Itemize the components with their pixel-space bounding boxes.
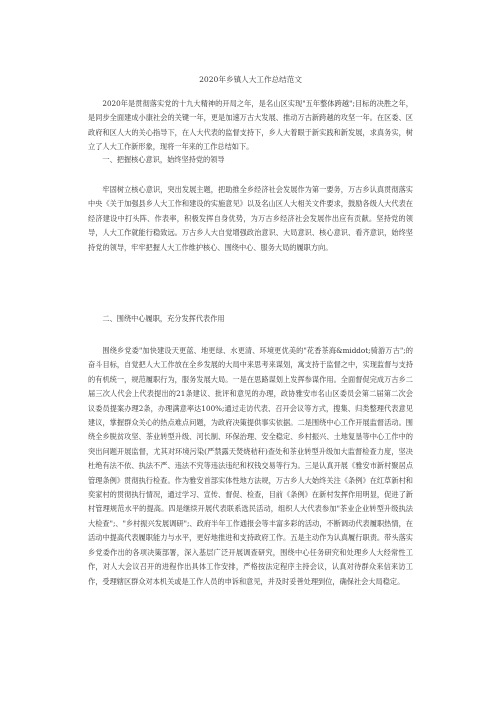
- section-heading-2: 二、围绕中心履职，充分发挥代表作用: [102, 314, 225, 323]
- section-body-2: 围绕乡党委"加快建设天更蓝、地更绿、水更清、环境更优美的"花香茶海&middot;骑游万古";的奋斗目标，自觉把人大工作放在全乡发展的大局中来思考来谋划，寓支持于监督之中，实现监督与支持的有机统一，规范履职行为，服务发展大局。一是在思路谋划上发挥参谋作用。全面督促完成万古乡二届三次人代会上代表提出的21条建议、批评和意见的办理，政协雅安市名山区委员会第二届第二次会议委员提案办理2条，办理满意率达100%;通过走访代表、召开会议等方式，搜集、归类整理代表意见建议，掌握群众关心的热点难点问题，为政府决策提供事实依据。二是围绕中心工作开展监督活动。围绕全乡脱贫攻坚、茶业转型升级、河长制、环保治理、安全稳定、乡村振兴、土地复垦等中心工作中的突出问题开展监督，尤其对环境污染(严禁露天焚烧秸秆)查处和茶业转型升级加大监督检查力度，坚决杜绝有法不依、执法不严、违法不究等违法违纪和权钱交易等行为。三是认真开展《雅安市新村聚居点管理条例》贯彻执行检查。作为雅安首部实体性地方法规，万古乡人大始终关注《条例》在红草新村和奕家村的贯彻执行情况，通过学习、宣传、督促、检查，目前《条例》在新村发挥作用明显，促进了新村管理规范水平的提高。四是继续开展代表联系选民活动，组织人大代表参加"茶业企业转型升级执法大检查";、"乡村振兴发展调研";、政府半年工作通报会等丰富多彩的活动，不断调动代表履职热情，在活动中提高代表履职能力与水平，更好地推进和支持政府工作。五是主动作为认真履行职责。带头落实乡党委作出的各项决策部署，深入基层广泛开展调查研究，围绕中心任务研究和处理乡人大经常性工作，对人大会议召开的进程作出具体工作安排，严格按法定程序主持会议，认真对待群众来信来访工作，受理辖区群众对本机关或是工作人员的申诉和意见，并及时妥善处理到位，确保社会大局稳定。: [88, 346, 413, 586]
- section-heading-1: 一、把握核心意识，始终坚持党的领导: [102, 155, 225, 164]
- intro-paragraph: 2020年是贯彻落实党的十九大精神的开局之年，是名山区实现"五年整体跨越";目标的决胜之年，是同步全面建成小康社会的关键一年，更是加速万古大发展、推动万古新跨越的攻坚一年。在区委、区政府和区人大的关心指导下，在人大代表的监督支持下，乡人大着眼于新实践和新发展，求真务实，树立了人大工作新形象，现将一年来的工作总结如下。: [88, 99, 413, 152]
- document-title: 2020年乡镇人大工作总结范文: [199, 75, 302, 84]
- section-body-1: 牢固树立核心意识，突出发展主题，把助推全乡经济社会发展作为第一要务，万古乡认真贯彻落实中央《关于加强县乡人大工作和建设的实施意见》以及名山区人大相关文件要求，鼓励各级人大代表在经济建设中打头阵、作表率，积极发挥自身优势，为万古乡经济社会发展作出应有贡献。坚持党的领导，人大工作就能行稳致远。万古乡人大自觉增强政治意识、大局意识、核心意识、看齐意识，始终坚持党的领导，牢牢把握人大工作维护核心、围绕中心、服务大局的履职方向。: [88, 185, 413, 252]
- document-page: [88, 0, 413, 707]
